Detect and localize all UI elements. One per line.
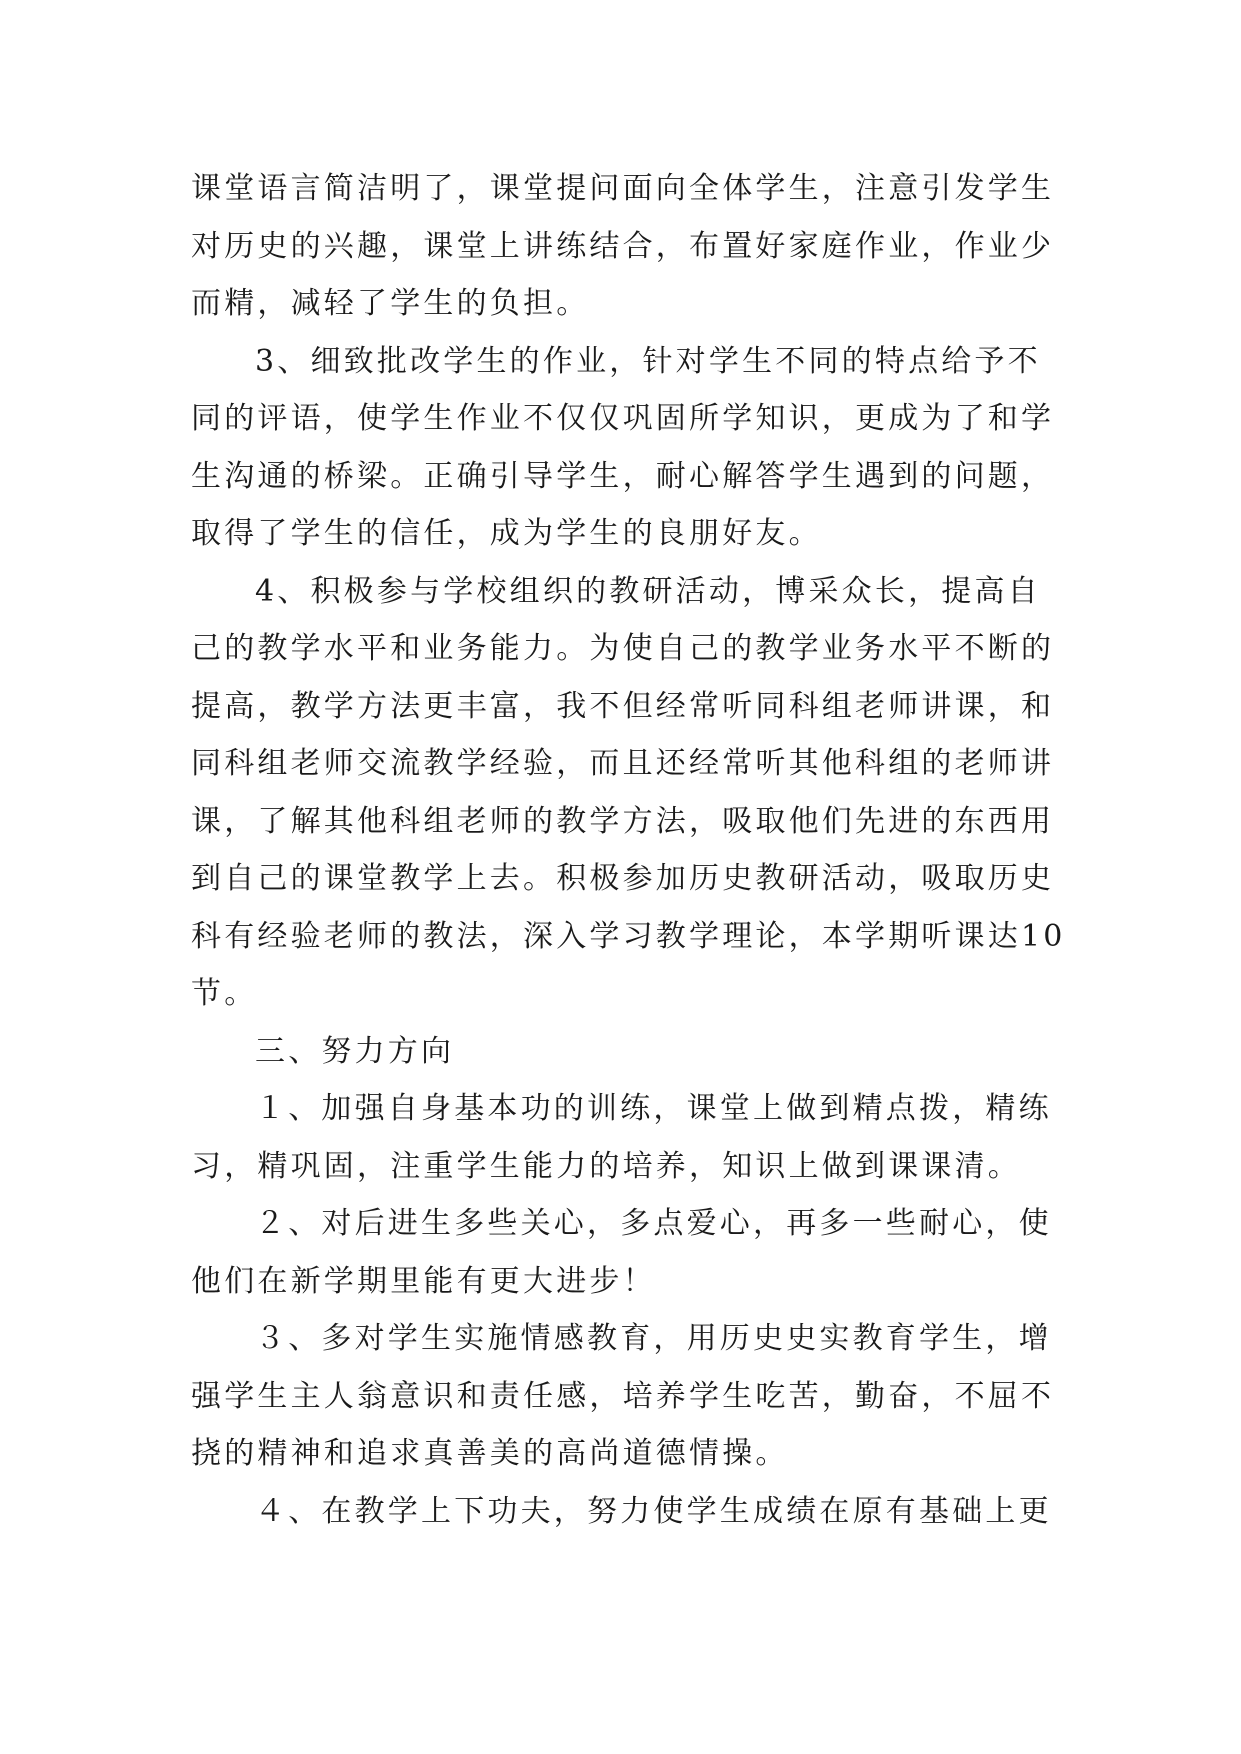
text-line: 同的评语，使学生作业不仅仅巩固所学知识，更成为了和学 [191,401,1055,436]
text-line: 节。 [191,976,258,1011]
text-line: 挠的精神和追求真善美的高尚道德情操。 [191,1436,789,1471]
direction-item-1-line: １、加强自身基本功的训练，课堂上做到精点拨，精练 [255,1091,1052,1126]
text-line: 课，了解其他科组老师的教学方法，吸取他们先进的东西用 [191,803,1055,839]
text-line: 己的教学水平和业务能力。为使自己的教学业务水平不断的 [191,631,1055,666]
text-line: 他们在新学期里能有更大进步！ [191,1263,656,1299]
direction-item-3-line: ３、多对学生实施情感教育，用历史史实教育学生，增 [255,1321,1052,1356]
direction-item-4-line: ４、在教学上下功夫，努力使学生成绩在原有基础上更 [255,1493,1052,1529]
text-line: 取得了学生的信任，成为学生的良朋好友。 [191,516,822,551]
direction-item-2-line: ２、对后进生多些关心，多点爱心，再多一些耐心，使 [255,1206,1052,1241]
paragraph-item-3-line: 3、细致批改学生的作业，针对学生不同的特点给予不 [255,343,1041,379]
document-body [191,160,1066,1540]
text-line: 同科组老师交流教学经验，而且还经常听其他科组的老师讲 [191,746,1055,781]
text-line: 对历史的兴趣，课堂上讲练结合，布置好家庭作业，作业少 [191,228,1055,264]
text-line: 强学生主人翁意识和责任感，培养学生吃苦，勤奋，不屈不 [191,1378,1055,1414]
text-line: 到自己的课堂教学上去。积极参加历史教研活动，吸取历史 [191,861,1055,896]
text-line: 生沟通的桥梁。正确引导学生，耐心解答学生遇到的问题， [191,458,1055,494]
section-heading: 三、努力方向 [255,1033,455,1069]
paragraph-item-4-line: 4、积极参与学校组织的教研活动，博采众长，提高自 [255,573,1041,609]
text-line: 提高，教学方法更丰富，我不但经常听同科组老师讲课，和 [191,688,1055,724]
text-line: 习，精巩固，注重学生能力的培养，知识上做到课课清。 [191,1148,1021,1184]
text-line: 课堂语言简洁明了，课堂提问面向全体学生，注意引发学生 [191,171,1055,206]
text-line: 科有经验老师的教法，深入学习教学理论，本学期听课达10 [191,918,1066,954]
text-line: 而精，减轻了学生的负担。 [191,286,590,321]
